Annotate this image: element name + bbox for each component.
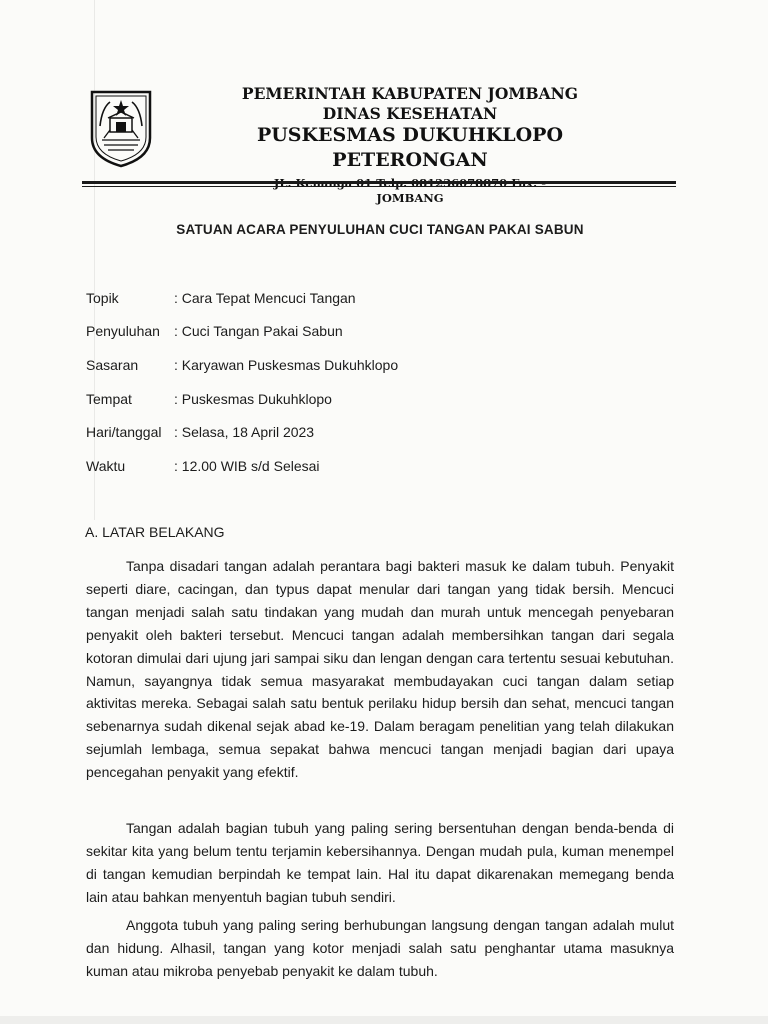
paragraph-text: Tangan adalah bagian tubuh yang paling sering bersentuhan dengan benda-benda di sekitar kita yang belum tentu terjamin kebersihannya. Dengan mudah pula, kuman menempel di tangan kemudian berpindah ke tempat lain. Hal itu dapat dikarenakan memegang benda lain atau bahkan menyentuh bagian tubuh sendiri. [86,820,674,905]
paragraph-text: Tanpa disadari tangan adalah perantara bagi bakteri masuk ke dalam tubuh. Penyakit seperti diare, cacingan, dan typus dapat menular dari tangan yang tidak bersih. Mencuci tangan menjadi salah satu tindakan yang mudah dan murah untuk mencegah penyebaran penyakit oleh bakteri tersebut. Mencuci tangan adalah membersihkan tangan dari segala kotoran dimulai dari ujung jari sampai siku dan lengan dengan cara tertentu sesuai kebutuhan. Namun, sayangnya tidak semua masyarakat membudayakan cuci tangan dalam setiap aktivitas mereka. Sebagai salah satu bentuk perilaku hidup bersih dan sehat, mencuci tangan sebenarnya sudah dikenal sejak abad ke-19. Dalam beragam penelitian yang telah dilakukan sejumlah lembaga, semua sepakat bahwa mencuci tangan menjadi bagian dari upaya pencegahan penyakit yang efektif. [86,558,674,781]
info-value: : Cara Tepat Mencuci Tangan [174,290,356,306]
info-label: Sasaran [86,357,139,373]
scan-edge-mark [0,1016,768,1024]
paragraph [86,555,674,784]
scan-edge-mark [94,0,95,520]
letterhead-rule-thick [82,181,676,184]
info-value: : 12.00 WIB s/d Selesai [174,458,320,474]
letterhead-government: PEMERINTAH KABUPATEN JOMBANG [241,84,579,103]
letterhead-department: DINAS KESEHATAN [322,104,498,123]
letterhead-city: JOMBANG [376,191,444,205]
info-row-waktu [86,457,320,475]
info-row-sasaran [86,356,398,374]
info-row-tempat [86,390,332,408]
info-label: Hari/tanggal [86,424,162,440]
document-title: SATUAN ACARA PENYULUHAN CUCI TANGAN PAKAI SABUN [176,222,584,237]
info-label: Waktu [86,458,126,474]
info-row-penyuluhan [86,322,343,340]
info-value: : Cuci Tangan Pakai Sabun [174,323,343,339]
info-label: Topik [86,290,119,306]
info-value: : Karyawan Puskesmas Dukuhklopo [174,357,399,373]
paragraph-text: Anggota tubuh yang paling sering berhubungan langsung dengan tangan adalah mulut dan hidung. Alhasil, tangan yang kotor menjadi salah satu penghantar utama masuknya kuman atau mikroba penyebab penyakit ke dalam tubuh. [86,917,674,979]
letterhead-rule-thin [82,186,676,187]
info-value: : Selasa, 18 April 2023 [174,424,315,440]
paragraph [86,914,674,983]
info-row-topik [86,289,356,307]
info-label: Penyuluhan [86,323,160,339]
info-row-hari-tanggal [86,423,314,441]
info-label: Tempat [86,391,132,407]
section-heading: A. LATAR BELAKANG [85,524,225,540]
info-value: : Puskesmas Dukuhklopo [174,391,332,407]
jombang-regency-emblem-icon [88,88,154,168]
letterhead-institution: PUSKESMAS DUKUHKLOPO PETERONGAN [256,124,564,171]
paragraph [86,817,674,909]
